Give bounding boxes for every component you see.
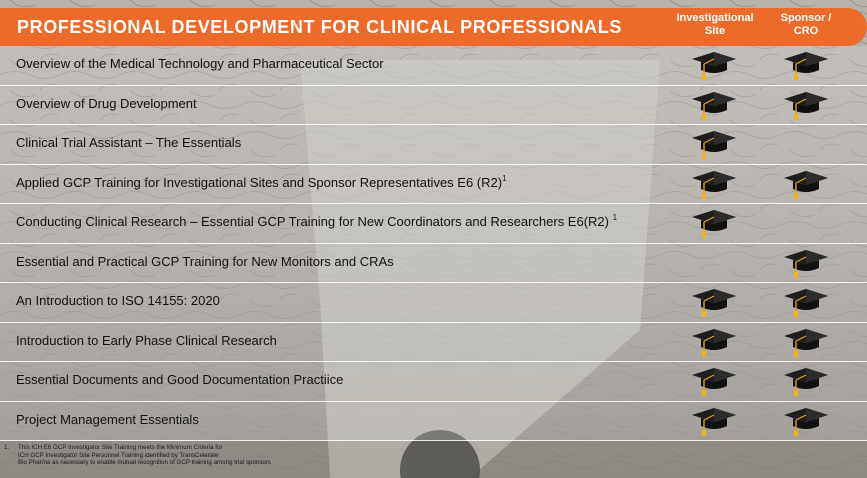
graduation-cap-icon: [690, 50, 738, 82]
course-title-text: An Introduction to ISO 14155: 2020: [16, 293, 220, 308]
graduation-cap-icon: [690, 327, 738, 359]
course-row: [0, 402, 867, 442]
footnote-marker: 1: [502, 173, 507, 183]
footnote-number: 1.: [4, 444, 10, 451]
course-title: [16, 214, 617, 229]
footnote-marker: 1: [612, 213, 618, 222]
course-row: [0, 244, 867, 284]
course-row: [0, 204, 867, 244]
course-title-text: Clinical Trial Assistant – The Essentials: [16, 135, 242, 150]
column-header-site-line2: Site: [704, 25, 726, 37]
footnote-line2: ICH GCP Investigator Site Personnel Training identified by TransCelerate: [18, 451, 219, 459]
course-title-text: Introduction to Early Phase Clinical Research: [16, 332, 277, 348]
course-title-text: Conducting Clinical Research – Essential GCP Training for New Coordinators and Researchers E6(R2): [16, 214, 613, 229]
course-title: [16, 175, 507, 190]
course-row: [0, 362, 867, 402]
course-table: [0, 46, 867, 441]
course-title: [16, 333, 277, 348]
course-title: [16, 96, 197, 111]
course-title: [16, 56, 384, 71]
course-row: [0, 46, 867, 86]
graduation-cap-icon: [690, 129, 738, 161]
course-title-text: Applied GCP Training for Investigational Sites and Sponsor Representatives E6 (R2): [16, 174, 503, 190]
course-row: [0, 165, 867, 205]
course-title: [16, 372, 343, 387]
course-row: [0, 283, 867, 323]
course-title: [16, 135, 241, 150]
page-title: PROFESSIONAL DEVELOPMENT FOR CLINICAL PROFESSIONALS: [17, 17, 622, 37]
footnote: [4, 444, 424, 467]
course-title: [16, 254, 394, 269]
graduation-cap-icon: [690, 208, 738, 240]
course-title-text: Essential Documents and Good Documentation Practiice: [16, 372, 344, 387]
course-title: [16, 412, 199, 427]
course-title-text: Essential and Practical GCP Training for New Monitors and CRAs: [16, 253, 394, 269]
graduation-cap-icon: [782, 327, 830, 359]
graduation-cap-icon: [690, 90, 738, 122]
course-row: [0, 323, 867, 363]
graduation-cap-icon: [690, 169, 738, 201]
course-row: [0, 125, 867, 165]
graduation-cap-icon: [690, 366, 738, 398]
graduation-cap-icon: [782, 50, 830, 82]
graduation-cap-icon: [690, 287, 738, 319]
column-header-sponsor-line1: Sponsor /: [780, 12, 832, 24]
footnote-line1: This ICH E6 GCP Investigator Site Training meets the Minimum Criteria for: [18, 444, 223, 451]
graduation-cap-icon: [782, 248, 830, 280]
column-header-sponsor-line2: CRO: [793, 25, 819, 37]
graduation-cap-icon: [782, 366, 830, 398]
header-bar: [0, 8, 867, 46]
course-title-text: Overview of the Medical Technology and Pharmaceutical Sector: [16, 56, 384, 71]
column-header-investigational-site: [673, 12, 757, 38]
graduation-cap-icon: [782, 90, 830, 122]
graduation-cap-icon: [690, 406, 738, 438]
course-row: [0, 86, 867, 126]
graduation-cap-icon: [782, 287, 830, 319]
course-title-text: Overview of Drug Development: [16, 95, 197, 111]
footnote-line3: Bio Pharma as necessary to enable mutual recognition of GCP training among trial sponsors: [18, 459, 272, 466]
column-header-sponsor-cro: [774, 12, 838, 38]
graduation-cap-icon: [782, 169, 830, 201]
graduation-cap-icon: [782, 406, 830, 438]
course-title-text: Project Management Essentials: [16, 411, 199, 427]
column-header-site-line1: Investigational: [676, 12, 754, 24]
course-title: [16, 293, 220, 308]
